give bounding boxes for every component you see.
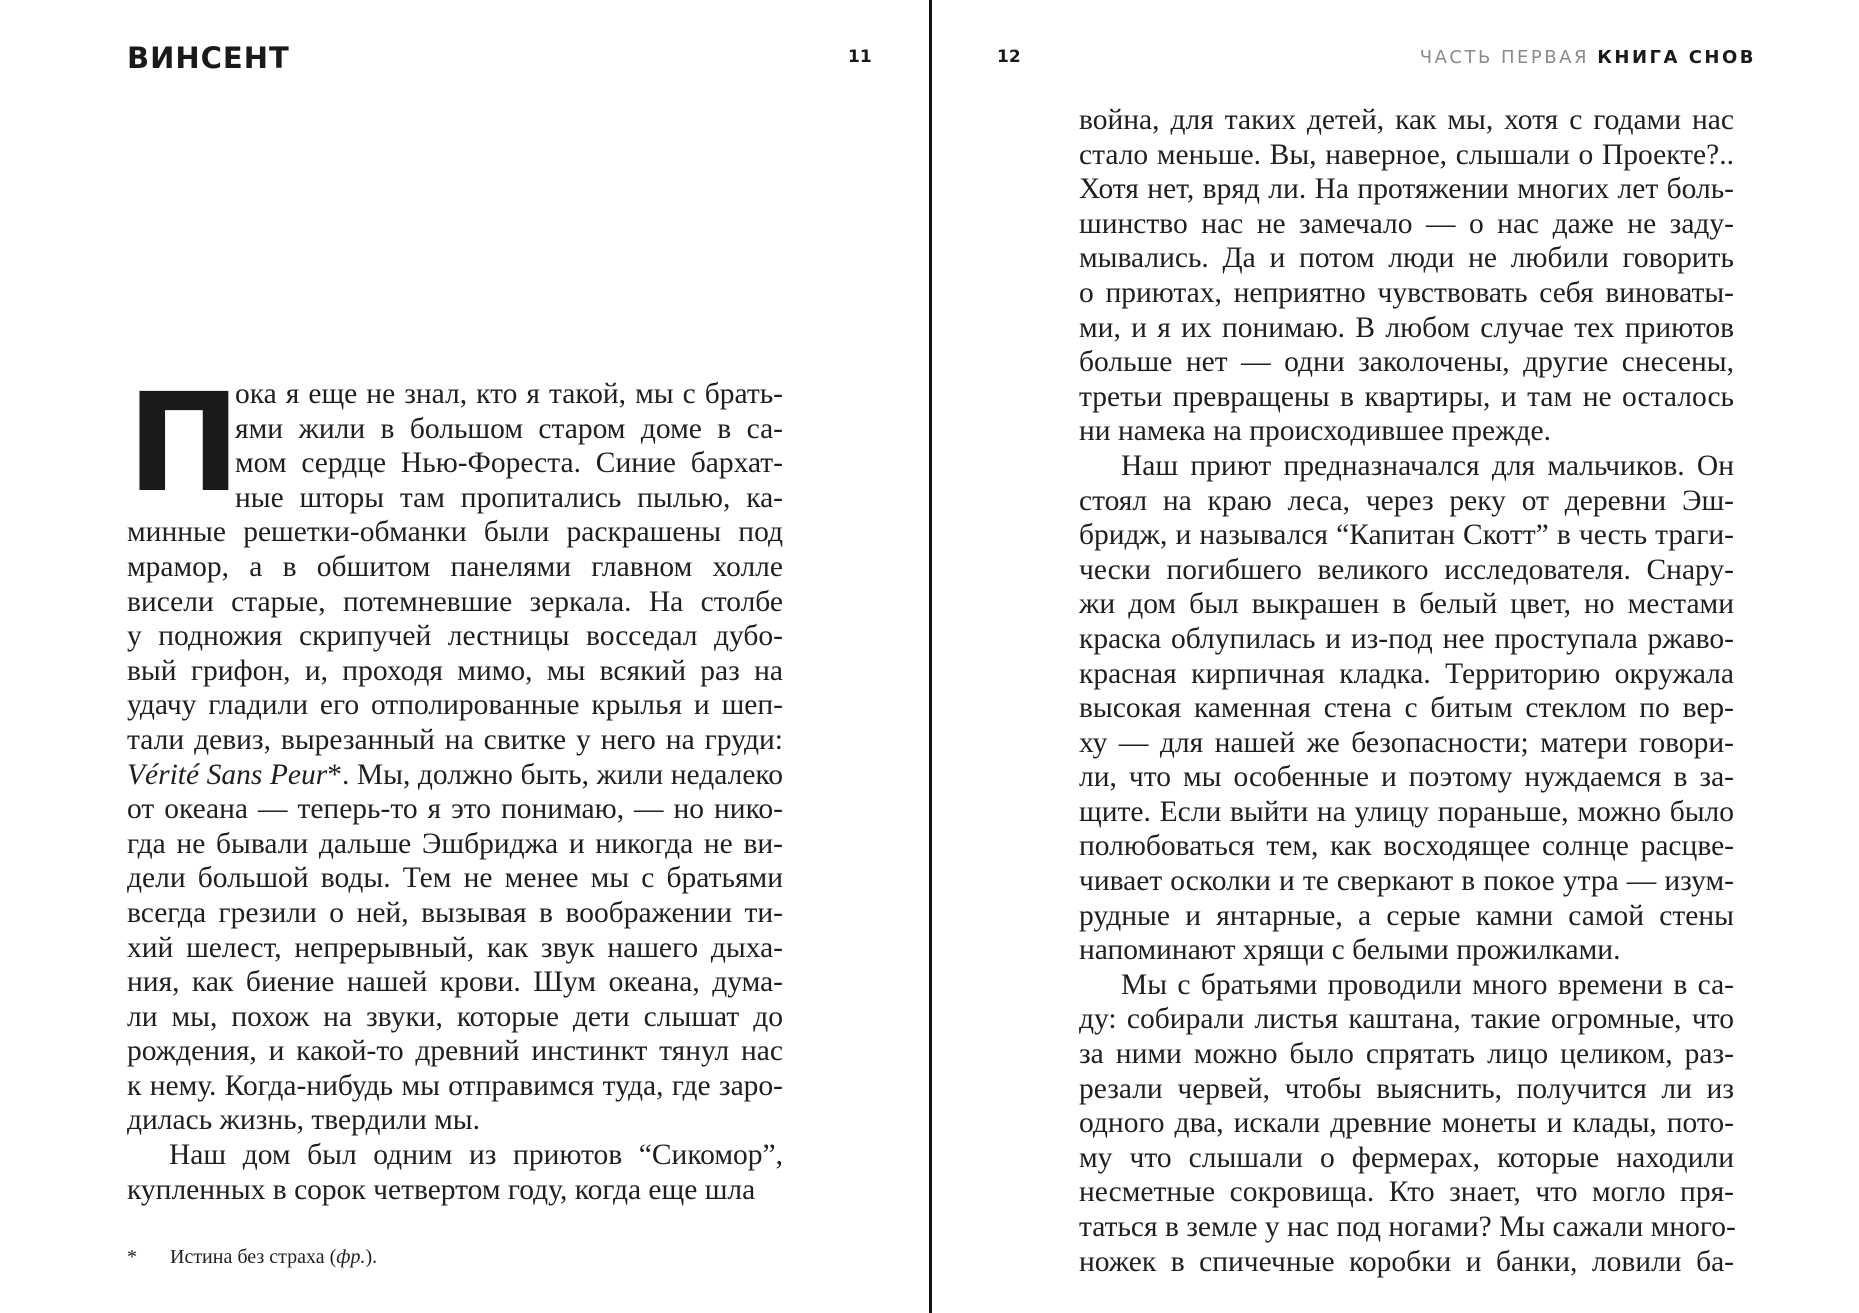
text-line: к нему. Когда-нибудь мы отправимся туда, где заро- [127,1069,783,1102]
motto-rest: *. Мы, должно быть, жили недалеко [327,758,784,791]
text-line: полюбоваться тем, как восходящее солнце расцве- [1079,830,1734,863]
footnote-end: ). [365,1246,378,1268]
text-line: ные шторы там пропитались пылью, ка- [235,481,783,514]
text-line: о приютах, неприятно чувствовать себя виноваты- [1079,276,1734,309]
text-line: Мы с братьями проводили много времени в са- [1121,968,1734,1001]
text-line: висели старые, потемневшие зеркала. На столбе [127,585,783,618]
text-line: от океана — теперь-то я это понимаю, — но нико- [127,793,783,826]
text-line: стало меньше. Вы, наверное, слышали о Проекте?.. [1079,138,1734,171]
text-line: красная кирпичная кладка. Территорию окружала [1079,657,1734,690]
text-line: мом сердце Нью-Фореста. Синие бархат- [235,447,783,480]
text-line: одного два, искали древние монеты и клады, пото- [1079,1107,1734,1140]
text-line: ху — для нашей же безопасности; матери говори- [1079,726,1734,759]
text-line: шинство нас не замечало — о нас даже не заду- [1079,207,1734,240]
text-line: тали девиз, вырезанный на свитке у него на груди: [127,723,783,756]
text-line: удачу гладили его отполированные крылья и шеп- [127,689,783,722]
page-number-left: 11 [848,47,872,67]
text-line-motto [127,758,783,793]
text-line: хий шелест, непрерывный, как звук нашего дыха- [127,931,783,964]
footnote-text: Истина без страха ( [170,1246,337,1268]
text-line: бридж, и назывался “Капитан Скотт” в честь траги- [1079,519,1734,552]
text-line: мрамор, а в обшитом панелями главном холле [127,550,783,583]
text-line: ли мы, похож на звуки, которые дети слышат до [127,1000,783,1033]
running-head [1420,47,1756,68]
right-page [932,0,1859,1313]
footnote-abbr: фр. [336,1246,366,1268]
text-line: высокая каменная стена с битым стеклом по вер- [1079,692,1734,725]
text-line: краска облупилась и из-под нее проступала ржаво- [1079,622,1734,655]
text-line: стоял на краю леса, через реку от деревни Эш- [1079,484,1734,517]
text-line: вый грифон, и, проходя мимо, мы всякий раз на [127,654,783,687]
text-line: мывались. Да и потом люди не любили говорить [1079,242,1734,275]
footnote-mark: * [127,1246,137,1268]
running-head-book: КНИГА СНОВ [1597,47,1756,68]
motto-italic: Vérité Sans Peur [127,758,328,791]
text-line: щите. Если выйти на улицу пораньше, можно было [1079,795,1734,828]
text-line: Наш дом был одним из приютов “Сикомор”, [169,1139,783,1172]
text-line: за ними можно было спрятать лицо целиком, раз- [1079,1038,1734,1071]
text-line: война, для таких детей, как мы, хотя с годами нас [1079,104,1734,136]
drop-cap: П [127,365,241,523]
text-line: ми, и я их понимаю. В любом случае тех приютов [1079,311,1734,344]
text-line: дели большой воды. Тем не менее мы с братьями [127,862,783,895]
right-text-column [1079,103,1734,1279]
text-line: му что слышали о фермерах, которые находили [1079,1141,1734,1174]
text-line: рудные и янтарные, а серые камни самой стены [1079,899,1734,932]
text-line: Наш приют предназначался для мальчиков. Он [1121,449,1734,482]
text-line: ока я еще не знал, кто я такой, мы с брать- [235,378,783,410]
text-line: минные решетки-обманки были раскрашены под [127,516,783,549]
text-line: ни намека на происходившее прежде. [1079,415,1551,448]
text-line: ями жили в большом старом доме в са- [235,412,783,445]
text-line: дилась жизнь, твердили мы. [127,1104,480,1137]
text-line: третьи превращены в квартиры, и там не осталось [1079,380,1734,413]
left-text-column [127,365,784,1207]
text-line: рождения, и какой-то древний инстинкт тянул нас [127,1035,783,1068]
text-line: больше нет — одни заколочены, другие снесены, [1079,346,1734,379]
text-line: Хотя нет, вряд ли. На протяжении многих лет боль- [1079,173,1734,206]
text-line: чивает осколки и те сверкают в покое утра — изум- [1079,865,1734,898]
text-line: напоминают хрящи с белыми прожилками. [1079,934,1621,967]
footnote [127,1246,377,1269]
text-line: резали червей, чтобы выяснить, получится ли из [1079,1072,1734,1105]
text-line: гда не бывали дальше Эшбриджа и никогда не ви- [127,827,783,860]
text-line: несметные сокровища. Кто знает, что могло пря- [1079,1176,1734,1209]
text-line: жи дом был выкрашен в белый цвет, но местами [1079,588,1734,621]
page-number-right: 12 [997,47,1021,67]
chapter-title: ВИНСЕНТ [127,41,290,75]
text-line: ду: собирали листья каштана, такие огромные, что [1079,1003,1734,1036]
text-line: купленных в сорок четвертом году, когда еще шла [127,1173,756,1206]
text-line: всегда грезили о ней, вызывая в воображении ти- [127,896,783,929]
running-head-part: ЧАСТЬ ПЕРВАЯ [1419,47,1589,68]
text-line: ли, что мы особенные и поэтому нуждаемся в за- [1079,761,1734,794]
text-line: чески погибшего великого исследователя. Снару- [1079,553,1734,586]
text-line: ния, как биение нашей крови. Шум океана, дума- [127,966,783,999]
text-line: у подножия скрипучей лестницы восседал дубо- [127,620,783,653]
text-line: ножек в спичечные коробки и банки, ловили ба- [1079,1245,1734,1278]
text-line: таться в земле у нас под ногами? Мы сажали много- [1079,1211,1736,1243]
